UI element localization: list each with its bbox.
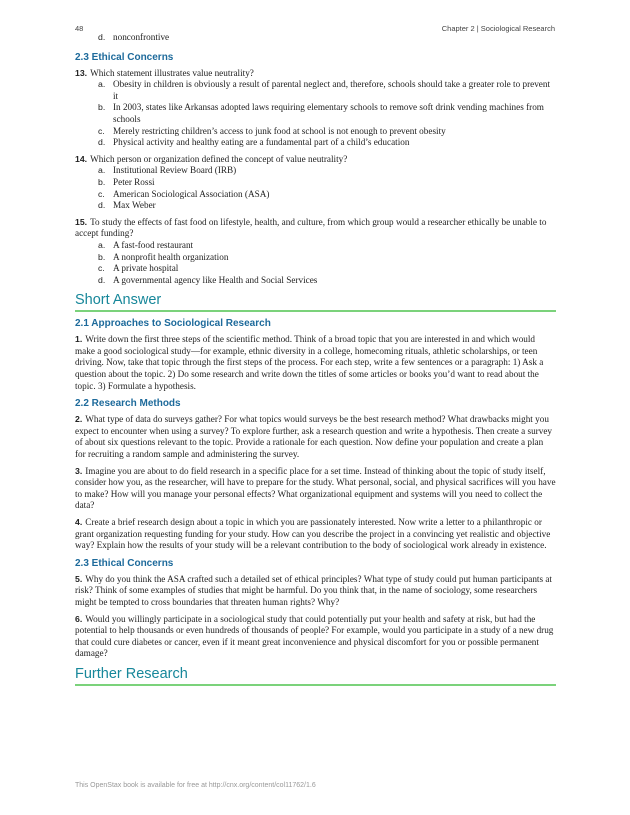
option-letter: c. [98,188,105,199]
question-number: 3. [75,465,83,476]
section-heading-research-methods: 2.2 Research Methods [75,398,181,410]
option-text: A private hospital [113,263,179,274]
option-letter: d. [98,274,106,285]
section-heading-approaches: 2.1 Approaches to Sociological Research [75,318,271,330]
option-letter: c. [98,125,105,136]
option-item [98,240,556,252]
short-answer-5 [75,574,556,609]
question-15 [75,217,556,240]
section-heading-ethical-concerns-2: 2.3 Ethical Concerns [75,557,174,569]
option-item [98,32,556,44]
option-item [98,137,556,149]
option-item [98,165,556,177]
question-text: Why do you think the ASA crafted such a detailed set of ethical principles? What type of study could put human participants at risk? Think of some examples of studies that might be harmful. Do you think that, in the name of sociology, some researchers might be tempted to cross boundaries that threaten human rights? Why? [75,573,552,607]
carryover-option-list [98,32,556,44]
option-letter: a. [98,79,106,90]
question-number: 4. [75,517,83,527]
question-number: 15. [75,216,88,227]
option-text: In 2003, states like Arkansas adopted laws requiring elementary schools to remove soft drink vending machines from schools [113,102,544,124]
section-heading-ethical-concerns: 2.3 Ethical Concerns [75,51,174,63]
option-text: Physical activity and healthy eating are a fundamental part of a child’s education [113,137,410,148]
question-text: Would you willingly participate in a sociological study that could potentially put your health and safety at risk, but had the potential to help thousands or even hundreds of thousands of people? For example, would you participate in a study of a new drug that could cure diabetes or cancer, even if it meant great inconvenience and physical discomfort for you or possible permanent damage? [75,613,554,659]
option-letter: d. [98,32,106,42]
option-letter: b. [98,251,106,262]
option-text: nonconfrontive [113,32,170,42]
question-14-options [98,165,556,211]
question-number: 13. [75,67,88,78]
option-text: Peter Rossi [113,176,155,187]
option-item [98,126,556,138]
option-item [98,252,556,264]
short-answer-3 [75,466,556,512]
option-text: Merely restricting children’s access to junk food at school is not enough to prevent obesity [113,125,446,136]
question-number: 1. [75,334,83,345]
option-letter: a. [98,165,106,176]
page-content [75,30,556,686]
short-answer-1 [75,334,556,392]
question-text: Which statement illustrates value neutrality? [90,67,254,78]
page-number: 48 [75,24,84,33]
option-text: A nonprofit health organization [113,251,229,262]
short-answer-6 [75,614,556,660]
option-item [98,79,556,102]
option-text: Institutional Review Board (IRB) [113,165,237,176]
question-text: Imagine you are about to do field research in a specific place for a set time. Instead of thinking about the topic of study itself, consider how you, as the researcher, will have to prepare for the study. What personal, social, and physical sacrifices will you have to make? How will you manage your personal effects? What organizational equipment and systems will you need to collect the data? [75,465,556,511]
option-letter: c. [98,263,105,274]
option-item [98,189,556,201]
question-14 [75,154,556,166]
option-item [98,275,556,287]
option-text: Obesity in children is obviously a result of parental neglect and, therefore, schools should take a greater role to prevent it [113,79,551,101]
question-text: To study the effects of fast food on lifestyle, health, and culture, from which group would a researcher ethically be unable to accept funding? [75,216,547,239]
section-heading-further-research: Further Research [75,665,556,686]
option-letter: a. [98,239,106,250]
chapter-title: Chapter 2 | Sociological Research [441,24,555,33]
short-answer-2 [75,414,556,460]
question-text: Create a brief research design about a topic in which you are passionately interested. Now write a letter to a philanthropic or grant organization requesting funding for your study. How can you describe the project in a convincing yet realistic and objective way? Explain how the results of your study will be a relevant contribution to the body of sociological work already in existence. [75,517,551,551]
question-number: 2. [75,414,83,425]
question-text: What type of data do surveys gather? For what topics would surveys be the best research method? What drawbacks might you expect to encounter when using a survey? To explore further, ask a research question and write a hypothesis. Then create a survey of about six questions relevant to the topic. Provide a rationale for each question. Now define your population and create a plan for recruiting a random sample and administering the survey. [75,414,552,460]
option-item [98,200,556,212]
option-item [98,177,556,189]
option-letter: d. [98,200,106,211]
option-text: Max Weber [113,200,156,211]
question-13 [75,68,556,80]
question-text: Which person or organization defined the concept of value neutrality? [90,153,348,164]
option-text: A fast-food restaurant [113,239,194,250]
page-footer: This OpenStax book is available for free at http://cnx.org/content/col11762/1.6 [75,782,316,789]
option-letter: d. [98,137,106,148]
option-text: American Sociological Association (ASA) [113,188,270,199]
question-number: 5. [75,573,83,584]
question-13-options [98,79,556,149]
question-15-options [98,240,556,286]
option-item [98,102,556,125]
section-heading-short-answer: Short Answer [75,291,556,312]
question-number: 14. [75,153,88,164]
option-letter: b. [98,102,106,113]
question-number: 6. [75,613,83,624]
option-letter: b. [98,176,106,187]
option-item [98,263,556,275]
question-text: Write down the first three steps of the scientific method. Think of a broad topic that you are interested in and which would make a good sociological study—for example, ethnic diversity in a college, homecoming rituals, athletic scholarships, or teen driving. Now, take that topic through the first steps of the process. For each step, write a few sentences or a paragraph: 1) Ask a question about the topic. 2) Do some research and write down the titles of some articles or books you’d want to read about the topic. 3) Formulate a hypothesis. [75,334,544,391]
option-text: A governmental agency like Health and Social Services [113,274,318,285]
short-answer-4 [75,517,556,552]
